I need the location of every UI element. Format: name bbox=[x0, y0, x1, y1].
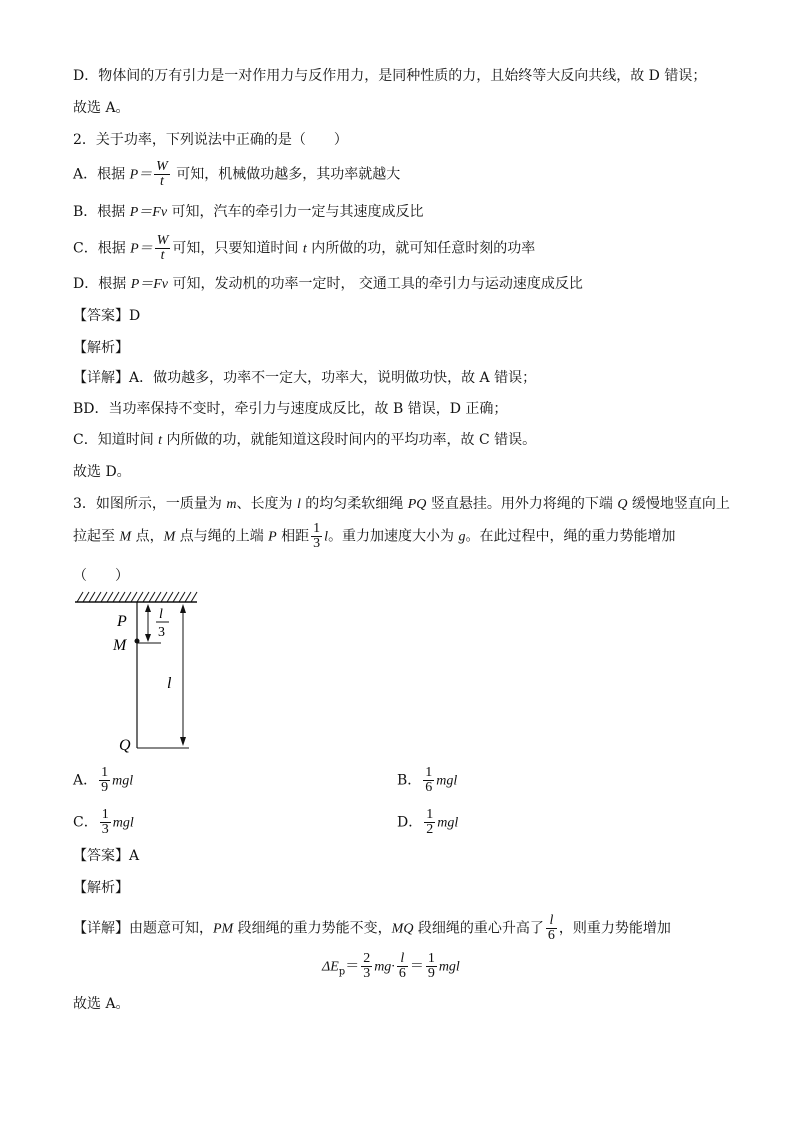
frac-numerator: 1 bbox=[427, 951, 435, 966]
q2-option-c-text: 可知，只要知道时间 bbox=[172, 240, 303, 257]
q2-option-a bbox=[73, 160, 400, 189]
frac-numerator: 1 bbox=[425, 765, 433, 780]
q2-option-a-p: P＝ bbox=[129, 167, 153, 183]
stem-text: 点， bbox=[131, 528, 164, 545]
option-tail: mgl bbox=[112, 815, 134, 831]
eq-delta-e: ΔE bbox=[322, 959, 339, 975]
option-tail: mgl bbox=[437, 815, 459, 831]
q2-choose: 故选 D。 bbox=[73, 464, 131, 480]
q2-detail-bd: BD．当功率保持不变时，牵引力与速度成反比，故 B 错误，D 正确； bbox=[73, 401, 508, 417]
q2-option-c bbox=[73, 234, 535, 263]
eq-tail: mgl bbox=[438, 959, 460, 975]
label-l3-den: 3 bbox=[158, 625, 165, 640]
q2-detail-c-t: t bbox=[158, 433, 163, 448]
q2-detail-label: 【详解】 bbox=[73, 370, 129, 386]
frac-numerator: W bbox=[156, 159, 168, 174]
frac-denominator: 2 bbox=[426, 822, 434, 837]
q3-choose: 故选 A。 bbox=[73, 996, 130, 1012]
q3-analysis-heading: 【解析】 bbox=[73, 880, 129, 896]
q3-detail-label: 【详解】 bbox=[73, 920, 129, 937]
q2-detail-c-prefix: C．知道时间 bbox=[73, 432, 159, 448]
eq-fraction-1 bbox=[361, 952, 372, 981]
label-p: P bbox=[117, 613, 127, 630]
third-arrow-head-down bbox=[145, 634, 151, 642]
ceiling-hatch bbox=[75, 592, 197, 602]
option-fraction bbox=[100, 808, 111, 837]
q2-option-c-prefix: C．根据 bbox=[73, 240, 131, 257]
label-m: M bbox=[113, 637, 127, 654]
option-tail: mgl bbox=[112, 773, 134, 789]
option-fraction bbox=[99, 766, 110, 795]
option-letter: C． bbox=[73, 814, 98, 831]
point-m-dot bbox=[135, 639, 140, 644]
stem-text: 。在此过程中，绳的重力势能增加 bbox=[465, 528, 676, 545]
q1-choose: 故选 A。 bbox=[73, 100, 130, 116]
q2-option-b-formula: P＝Fv bbox=[129, 205, 168, 220]
q2-option-c-p: P＝ bbox=[130, 241, 153, 257]
stem-text: 3．如图所示，一质量为 bbox=[73, 496, 227, 512]
eq-fraction-3 bbox=[426, 952, 437, 981]
option-letter: D． bbox=[397, 814, 423, 831]
label-l: l bbox=[167, 675, 172, 692]
frac-numerator: 1 bbox=[426, 807, 434, 822]
q2-option-b bbox=[73, 202, 424, 223]
q2-option-a-text: 可知，机械做功越多，其功率就越大 bbox=[171, 166, 401, 183]
length-arrow-head-down bbox=[180, 737, 186, 746]
frac-denominator: 6 bbox=[547, 928, 555, 943]
detail-fraction bbox=[546, 914, 557, 943]
frac-numerator: l bbox=[400, 951, 405, 966]
var-pq: PQ bbox=[407, 497, 427, 512]
stem-text: 点与绳的上端 bbox=[175, 528, 269, 545]
var-g: g bbox=[458, 529, 466, 545]
q2-option-b-prefix: B．根据 bbox=[73, 204, 130, 220]
label-q: Q bbox=[119, 737, 131, 754]
detail-text: 由题意可知， bbox=[129, 920, 213, 937]
q2-detail-a-text: A．做功越多，功率不一定大，功率大，说明做功快，故 A 错误； bbox=[129, 370, 537, 386]
eq-subscript: p bbox=[338, 966, 346, 978]
third-arrow-head-up bbox=[145, 604, 151, 612]
detail-text: ，则重力势能增加 bbox=[558, 920, 671, 937]
label-l3-num: l bbox=[159, 607, 163, 622]
frac-denominator: t bbox=[155, 248, 171, 263]
var-l: l bbox=[324, 529, 329, 545]
q2-option-d bbox=[73, 274, 583, 295]
frac-numerator: 1 bbox=[313, 521, 321, 536]
q3-stem-line1 bbox=[73, 494, 730, 515]
q2-answer: 【答案】D bbox=[73, 308, 141, 324]
detail-text: 段细绳的重力势能不变， bbox=[233, 920, 392, 937]
stem-text: 。重力加速度大小为 bbox=[328, 528, 459, 545]
q2-stem: 2．关于功率，下列说法中正确的是（ ） bbox=[73, 132, 348, 148]
var-p: P bbox=[268, 529, 277, 545]
frac-numerator: 1 bbox=[101, 807, 109, 822]
q2-option-c-t: t bbox=[302, 241, 307, 257]
q2-option-d-text: 可知，发动机的功率一定时， 交通工具的牵引力与运动速度成反比 bbox=[168, 276, 583, 292]
frac-denominator: 3 bbox=[363, 966, 371, 981]
q2-option-b-text: 可知，汽车的牵引力一定与其速度成反比 bbox=[167, 204, 424, 220]
q2-analysis-heading: 【解析】 bbox=[73, 340, 129, 356]
frac-denominator: 9 bbox=[427, 966, 435, 981]
var-m-point: M bbox=[119, 529, 132, 545]
var-pm: PM bbox=[213, 921, 234, 937]
q3-option-c bbox=[73, 808, 134, 837]
rope-diagram bbox=[73, 588, 213, 762]
var-m: m bbox=[226, 497, 237, 512]
q3-stem-line2 bbox=[73, 522, 676, 551]
q3-equation bbox=[322, 952, 460, 982]
option-tail: mgl bbox=[436, 773, 458, 789]
q2-option-c-text2: 内所做的功，就可知任意时刻的功率 bbox=[306, 240, 536, 257]
frac-denominator: 3 bbox=[101, 822, 109, 837]
eq-equals: ＝ bbox=[345, 958, 360, 975]
option-fraction bbox=[424, 808, 435, 837]
q2-option-a-fraction bbox=[154, 160, 170, 189]
stem-text: 的均匀柔软细绳 bbox=[300, 496, 408, 512]
rope-diagram-svg bbox=[73, 588, 213, 758]
var-mq: MQ bbox=[391, 921, 414, 937]
stem-text: 竖直悬挂。用外力将绳的下端 bbox=[426, 496, 618, 512]
q2-option-d-formula: P＝Fv bbox=[130, 277, 169, 292]
option-letter: A． bbox=[73, 772, 98, 789]
frac-denominator: 6 bbox=[398, 966, 406, 981]
q2-option-c-fraction bbox=[155, 234, 171, 263]
var-l: l bbox=[296, 497, 301, 512]
var-q: Q bbox=[617, 497, 628, 512]
frac-numerator: 2 bbox=[363, 951, 371, 966]
q3-stem-fraction bbox=[311, 522, 322, 551]
option-letter: B． bbox=[397, 772, 422, 789]
stem-text: 、长度为 bbox=[236, 496, 297, 512]
q2-detail-c bbox=[73, 430, 536, 451]
frac-denominator: 9 bbox=[101, 780, 109, 795]
q3-option-a bbox=[73, 766, 133, 795]
var-m-point: M bbox=[163, 529, 176, 545]
eq-equals: ＝ bbox=[409, 958, 424, 975]
detail-text: 段细绳的重心升高了 bbox=[413, 920, 544, 937]
stem-text: 缓慢地竖直向上 bbox=[627, 496, 730, 512]
frac-denominator: 3 bbox=[313, 536, 321, 551]
stem-text: 拉起至 bbox=[73, 528, 120, 545]
q3-detail bbox=[73, 914, 671, 943]
q3-option-d bbox=[397, 808, 458, 837]
q2-option-d-prefix: D．根据 bbox=[73, 276, 131, 292]
q2-detail-a bbox=[73, 368, 536, 388]
frac-denominator: t bbox=[154, 174, 170, 189]
option-fraction bbox=[423, 766, 434, 795]
q1-option-d-explanation: D．物体间的万有引力是一对作用力与反作用力，是同种性质的力，且始终等大反向共线，故 D 错误； bbox=[73, 68, 707, 84]
length-arrow-head-up bbox=[180, 604, 186, 613]
eq-fraction-2 bbox=[397, 952, 408, 981]
q2-detail-c-text: 内所做的功，就能知道这段时间内的平均功率，故 C 错误。 bbox=[162, 432, 537, 448]
frac-numerator: W bbox=[156, 233, 169, 248]
frac-numerator: l bbox=[549, 913, 554, 928]
eq-mg: mg· bbox=[374, 959, 395, 975]
q3-paren: （ ） bbox=[73, 568, 129, 584]
q2-option-a-prefix: A．根据 bbox=[73, 166, 130, 183]
q3-answer: 【答案】A bbox=[73, 848, 140, 864]
frac-numerator: 1 bbox=[101, 765, 109, 780]
stem-text: 相距 bbox=[276, 528, 310, 545]
frac-denominator: 6 bbox=[425, 780, 433, 795]
q3-option-b bbox=[397, 766, 457, 795]
